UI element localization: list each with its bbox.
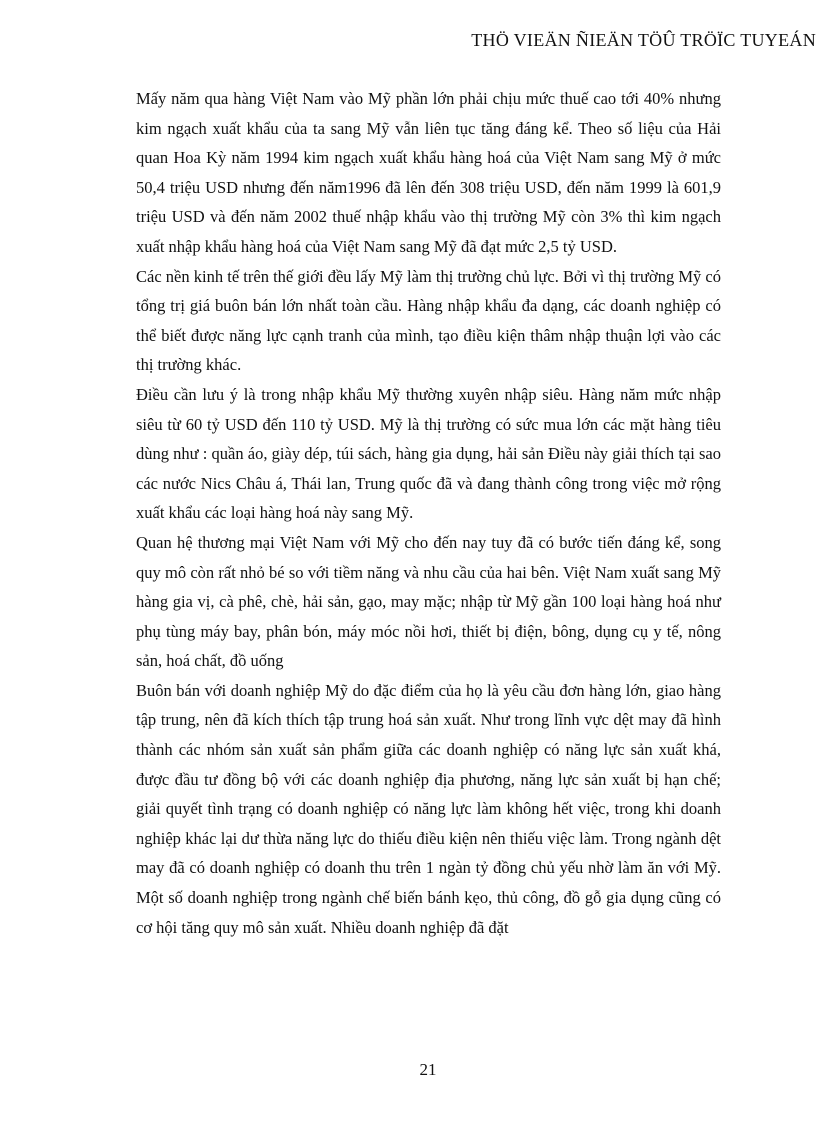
page-number: 21: [419, 1060, 437, 1079]
paragraph-us-tariffs: Mấy năm qua hàng Việt Nam vào Mỹ phần lớn phải chịu mức thuế cao tới 40% nhưng kim ngạch xuất khẩu của ta sang Mỹ vẫn liên tục tăng đáng kể. Theo số liệu của Hải quan Hoa Kỳ năm 1994 kim ngạch xuất khẩu hàng hoá của Việt Nam sang Mỹ ở mức 50,4 triệu USD nhưng đến năm1996 đã lên đến 308 triệu USD, đến năm 1999 là 601,9 triệu USD và đến năm 2002 thuế nhập khẩu vào thị trường Mỹ còn 3% thì kim ngạch xuất nhập khẩu hàng hoá của Việt Nam sang Mỹ đã đạt mức 2,5 tỷ USD.: [136, 89, 721, 256]
paragraph-us-import-surplus: Điều cần lưu ý là trong nhập khẩu Mỹ thường xuyên nhập siêu. Hàng năm mức nhập siêu từ 60 tỷ USD đến 110 tỷ USD. Mỹ là thị trường có sức mua lớn các mặt hàng tiêu dùng như : quần áo, giày dép, túi sách, hàng gia dụng, hải sản Điều này giải thích tại sao các nước Nics Châu á, Thái lan, Trung quốc đã và đang thành công trong việc mở rộng xuất khẩu các loại hàng hoá này sang Mỹ.: [136, 384, 721, 523]
document-body: [136, 84, 721, 942]
page-header: THÖ VIEÄN ÑIEÄN TÖÛ TRÖÏC TUYEÁN: [471, 30, 816, 50]
paragraph-us-business-partners: Buôn bán với doanh nghiệp Mỹ do đặc điểm của họ là yêu cầu đơn hàng lớn, giao hàng tập trung, nên đã kích thích tập trung hoá sản xuất. Như trong lĩnh vực dệt may đã hình thành các nhóm sản xuất sản phẩm giữa các doanh nghiệp có năng lực sản xuất khá, được đầu tư đồng bộ với các doanh nghiệp địa phương, năng lực sản xuất bị hạn chế; giải quyết tình trạng có doanh nghiệp có năng lực làm không hết việc, trong khi doanh nghiệp khác lại dư thừa năng lực do thiếu điều kiện nên thiếu việc làm. Trong ngành dệt may đã có doanh nghiệp có doanh thu trên 1 ngàn tỷ đồng chủ yếu nhờ làm ăn với Mỹ. Một số doanh nghiệp trong ngành chế biến bánh kẹo, thủ công, đồ gỗ gia dụng cũng có cơ hội tăng quy mô sản xuất. Nhiều doanh nghiệp đã đặt: [136, 680, 721, 937]
paragraph-vn-us-trade-relations: Quan hệ thương mại Việt Nam với Mỹ cho đến nay tuy đã có bước tiến đáng kể, song quy mô còn rất nhỏ bé so với tiềm năng và nhu cầu của hai bên. Việt Nam xuất sang Mỹ hàng gia vị, cà phê, chè, hải sản, gạo, may mặc; nhập từ Mỹ gần 100 loại hàng hoá như phụ tùng máy bay, phân bón, máy móc nồi hơi, thiết bị điện, bông, dụng cụ y tế, nông sản, hoá chất, đồ uống: [136, 532, 721, 671]
paragraph-us-main-market: Các nền kinh tế trên thế giới đều lấy Mỹ làm thị trường chủ lực. Bởi vì thị trường Mỹ có tổng trị giá buôn bán lớn nhất toàn cầu. Hàng nhập khẩu đa dạng, các doanh nghiệp có thể biết được năng lực cạnh tranh của mình, tạo điều kiện thâm nhập thuận lợi vào các thị trường khác.: [136, 266, 721, 375]
